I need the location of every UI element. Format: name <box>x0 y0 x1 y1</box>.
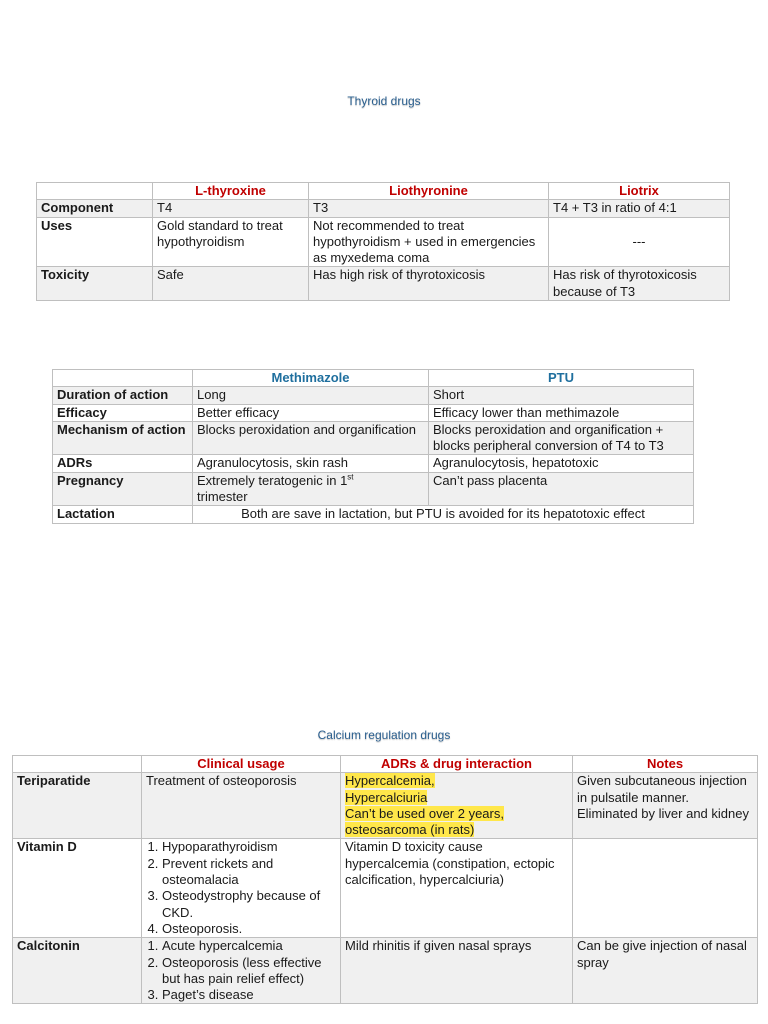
table-cell: T4 + T3 in ratio of 4:1 <box>549 200 730 217</box>
table-row <box>13 773 758 839</box>
table-row <box>53 404 694 421</box>
list-item: 2. Osteoporosis (less effective but has pain relief effect) <box>162 955 336 988</box>
merged-cell: Both are save in lactation, but PTU is avoided for its hepatotoxic effect <box>193 506 694 523</box>
table-row <box>53 506 694 523</box>
row-label: Duration of action <box>53 387 193 404</box>
table-cell <box>341 773 573 839</box>
table-cell: Better efficacy <box>193 404 429 421</box>
highlighted-text: Hypercalcemia, <box>345 773 435 789</box>
row-label: Vitamin D <box>13 839 142 938</box>
usage-list <box>146 839 336 937</box>
table-cell <box>549 217 730 267</box>
row-label: Uses <box>37 217 153 267</box>
table-cell: Vitamin D toxicity cause hypercalcemia (constipation, ectopic calcification, hypercalciuria) <box>341 839 573 938</box>
table-row <box>53 455 694 472</box>
header-cell: ADRs & drug interaction <box>341 756 573 773</box>
list-item: 4. Osteoporosis. <box>162 921 336 937</box>
cell-text: trimester <box>197 489 248 505</box>
highlighted-text: Hypercalciuria <box>345 789 428 805</box>
header-cell: L-thyroxine <box>153 183 309 200</box>
table-cell: Not recommended to treat hypothyroidism + used in emergencies as myxedema coma <box>309 217 549 267</box>
table-cell <box>142 938 341 1004</box>
table-cell: Blocks peroxidation and organification <box>193 421 429 455</box>
row-label: Teriparatide <box>13 773 142 839</box>
table-cell: Efficacy lower than methimazole <box>429 404 694 421</box>
table-row <box>13 839 758 938</box>
table-cell: Treatment of osteoporosis <box>142 773 341 839</box>
table-row <box>13 938 758 1004</box>
row-label: Lactation <box>53 506 193 523</box>
table-header-row <box>53 370 694 387</box>
antithyroid-drugs-table <box>52 369 694 524</box>
header-cell <box>53 370 193 387</box>
table-cell: Agranulocytosis, hepatotoxic <box>429 455 694 472</box>
header-cell: Methimazole <box>193 370 429 387</box>
cell-text: Extremely teratogenic in 1 <box>197 472 348 488</box>
table-cell <box>142 839 341 938</box>
header-cell: Liotrix <box>549 183 730 200</box>
list-item: 2. Prevent rickets and osteomalacia <box>162 856 336 889</box>
table-cell: Can’t pass placenta <box>429 472 694 506</box>
table-header-row <box>13 756 758 773</box>
header-cell <box>37 183 153 200</box>
list-item: 3. Osteodystrophy because of CKD. <box>162 888 336 921</box>
table-cell: Long <box>193 387 429 404</box>
usage-list <box>146 938 336 1003</box>
highlighted-text: Can’t be used over 2 years, <box>345 805 504 821</box>
table-header-row <box>37 183 730 200</box>
thyroid-section-title: Thyroid drugs <box>347 94 421 108</box>
table-row <box>53 472 694 506</box>
note-line: Given subcutaneous injection in pulsatile manner. <box>577 773 747 805</box>
list-item: 1. Hypoparathyroidism <box>162 839 336 855</box>
calcium-section-title: Calcium regulation drugs <box>317 728 451 742</box>
table-cell: Short <box>429 387 694 404</box>
table-cell: Can be give injection of nasal spray <box>573 938 758 1004</box>
table-row <box>37 217 730 267</box>
calcium-drugs-table <box>12 755 758 1004</box>
header-cell: PTU <box>429 370 694 387</box>
row-label: Efficacy <box>53 404 193 421</box>
table-row <box>53 421 694 455</box>
table-cell <box>573 773 758 839</box>
table-cell <box>193 472 429 506</box>
note-line: Eliminated by liver and kidney <box>577 805 749 821</box>
table-row <box>53 387 694 404</box>
table-row <box>37 200 730 217</box>
table-cell: Agranulocytosis, skin rash <box>193 455 429 472</box>
header-cell: Notes <box>573 756 758 773</box>
superscript: st <box>347 472 354 482</box>
table-cell: Safe <box>153 267 309 301</box>
header-cell <box>13 756 142 773</box>
row-label: ADRs <box>53 455 193 472</box>
row-label: Pregnancy <box>53 472 193 506</box>
row-label: Mechanism of action <box>53 421 193 455</box>
thyroid-hormones-table <box>36 182 730 301</box>
table-cell: T3 <box>309 200 549 217</box>
header-cell: Clinical usage <box>142 756 341 773</box>
list-item: 3. Paget’s disease <box>162 987 336 1003</box>
highlighted-text: osteosarcoma (in rats) <box>345 822 475 838</box>
table-cell: Has risk of thyrotoxicosis because of T3 <box>549 267 730 301</box>
table-cell <box>573 839 758 938</box>
header-cell: Liothyronine <box>309 183 549 200</box>
table-row <box>37 267 730 301</box>
table-cell: Has high risk of thyrotoxicosis <box>309 267 549 301</box>
table-cell: Gold standard to treat hypothyroidism <box>153 217 309 267</box>
row-label: Toxicity <box>37 267 153 301</box>
table-cell: Blocks peroxidation and organification + blocks peripheral conversion of T4 to T3 <box>429 421 694 455</box>
table-cell: Mild rhinitis if given nasal sprays <box>341 938 573 1004</box>
row-label: Component <box>37 200 153 217</box>
empty-dash: --- <box>632 233 646 249</box>
list-item: 1. Acute hypercalcemia <box>162 938 336 954</box>
table-cell: T4 <box>153 200 309 217</box>
row-label: Calcitonin <box>13 938 142 1004</box>
